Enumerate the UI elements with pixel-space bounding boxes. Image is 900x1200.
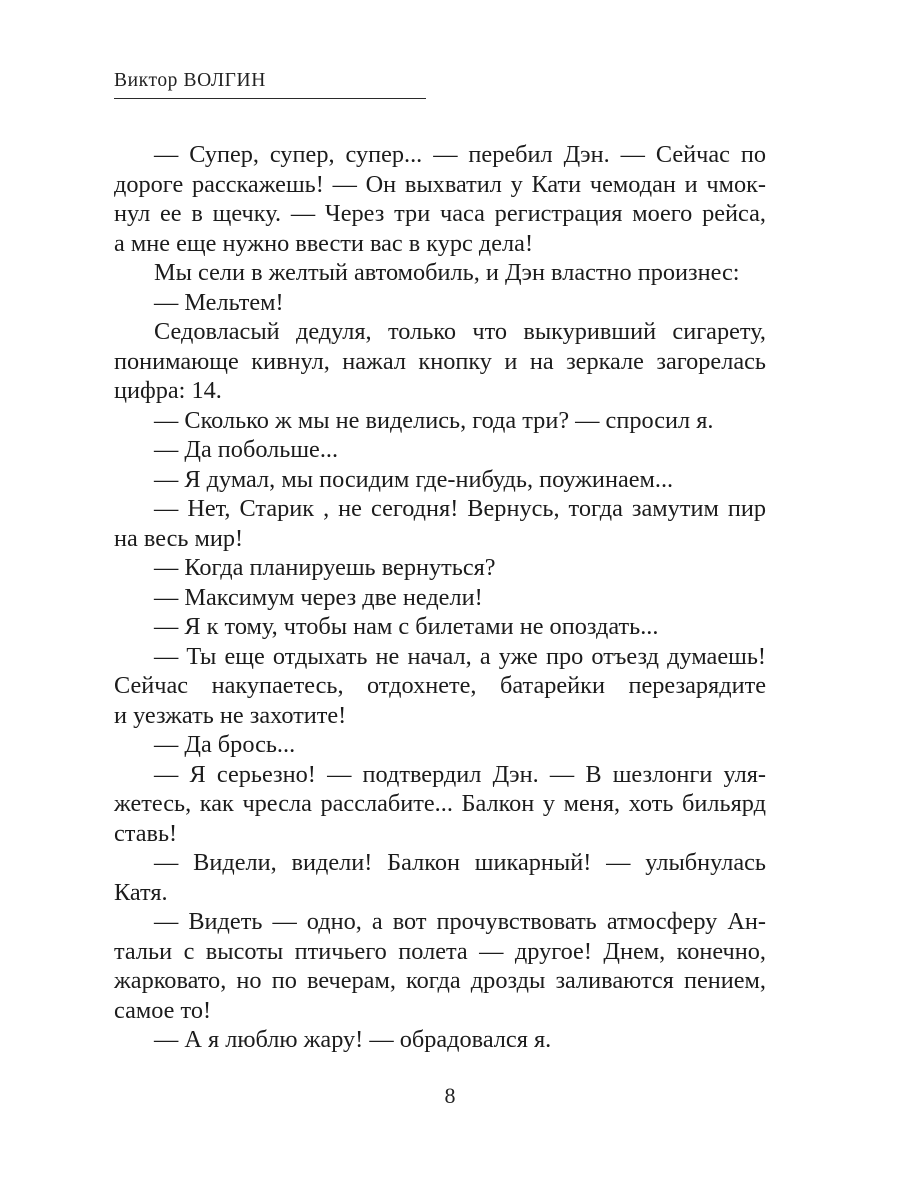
text-line: Седовласый дедуля, только что выкуривший сигарету, bbox=[154, 318, 766, 345]
text-line: Мы сели в желтый автомобиль, и Дэн властно произнес: bbox=[154, 259, 740, 286]
text-line: Сейчас накупаетесь, отдохнете, батарейки перезарядите bbox=[114, 672, 766, 699]
paragraph bbox=[114, 642, 766, 731]
text-line: — Видеть — одно, а вот прочувствовать атмосферу Ан- bbox=[154, 908, 766, 935]
text-line: — Мельтем! bbox=[154, 288, 284, 316]
text-line: — Ты еще отдыхать не начал, а уже про отъезд думаешь! bbox=[154, 642, 766, 670]
running-head-author: Виктор ВОЛГИН bbox=[114, 70, 426, 99]
text-line: жетесь, как чресла расслабите... Балкон у меня, хоть бильярд bbox=[114, 790, 766, 817]
text-line: — Да брось... bbox=[154, 731, 296, 758]
paragraph bbox=[114, 583, 766, 613]
paragraph bbox=[114, 612, 766, 642]
paragraph bbox=[114, 435, 766, 465]
paragraph bbox=[114, 258, 766, 288]
paragraph bbox=[114, 288, 766, 318]
paragraph bbox=[114, 317, 766, 406]
text-line: самое то! bbox=[114, 996, 212, 1024]
text-line: ставь! bbox=[114, 819, 178, 847]
text-line: — Супер, супер, супер... — перебил Дэн. — Сейчас по bbox=[154, 141, 766, 168]
text-line: — А я люблю жару! — обрадовался я. bbox=[154, 1026, 552, 1053]
text-line: дороге расскажешь! — Он выхватил у Кати чемодан и чмок- bbox=[114, 170, 766, 198]
paragraph bbox=[114, 1025, 766, 1055]
body-text bbox=[114, 140, 766, 1055]
text-line: нул ее в щечку. — Через три часа регистрация моего рейса, bbox=[114, 200, 766, 227]
page-number: 8 bbox=[444, 1083, 456, 1108]
paragraph bbox=[114, 848, 766, 907]
text-line: — Сколько ж мы не виделись, года три? — спросил я. bbox=[154, 406, 714, 434]
text-line: понимающе кивнул, нажал кнопку и на зеркале загорелась bbox=[114, 347, 766, 375]
text-line: — Я к тому, чтобы нам с билетами не опоздать... bbox=[154, 613, 659, 640]
text-line: и уезжать не захотите! bbox=[114, 701, 347, 729]
paragraph bbox=[114, 465, 766, 495]
text-line: — Видели, видели! Балкон шикарный! — улыбнулась bbox=[154, 849, 766, 876]
text-line: — Да побольше... bbox=[154, 436, 339, 463]
text-line: — Максимум через две недели! bbox=[154, 583, 483, 611]
text-line: — Нет, Старик , не сегодня! Вернусь, тогда замутим пир bbox=[154, 495, 766, 522]
text-line: — Я думал, мы посидим где-нибудь, поужинаем... bbox=[154, 465, 674, 493]
text-line: — Когда планируешь вернуться? bbox=[154, 554, 496, 581]
text-line: а мне еще нужно ввести вас в курс дела! bbox=[114, 229, 534, 257]
paragraph bbox=[114, 760, 766, 849]
paragraph bbox=[114, 140, 766, 258]
text-line: цифра: 14. bbox=[114, 377, 222, 404]
text-line: — Я серьезно! — подтвердил Дэн. — В шезлонги уля- bbox=[154, 760, 766, 788]
text-line: Катя. bbox=[114, 878, 168, 906]
paragraph bbox=[114, 730, 766, 760]
text-line: на весь мир! bbox=[114, 524, 244, 552]
text-line: жарковато, но по вечерам, когда дрозды заливаются пением, bbox=[114, 967, 766, 994]
paragraph bbox=[114, 553, 766, 583]
paragraph bbox=[114, 406, 766, 436]
paragraph bbox=[114, 907, 766, 1025]
text-line: тальи с высоты птичьего полета — другое! Днем, конечно, bbox=[114, 937, 766, 965]
paragraph bbox=[114, 494, 766, 553]
